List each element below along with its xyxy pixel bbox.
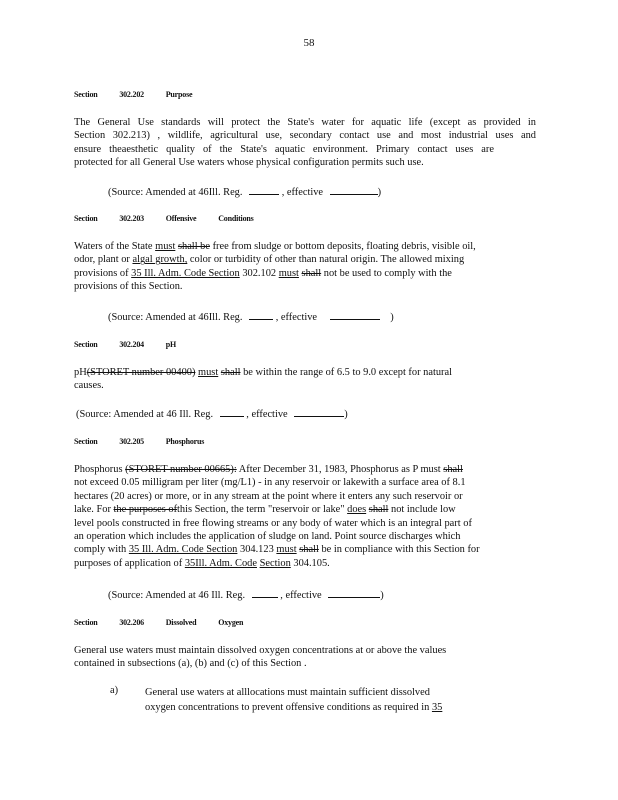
section-number: 302.205 [119, 437, 144, 446]
text-line: ensure theaesthetic quality of the State's aquatic environment. Primary contact uses are [74, 143, 494, 155]
text-line: purposes of application of 35Ill. Adm. Code Section 304.105. [74, 557, 330, 569]
text-line: level pools constructed in free flowing streams or any body of water which is an integral part of [74, 517, 472, 529]
section-title: Oxygen [218, 618, 244, 627]
section-302-206-body [74, 644, 536, 671]
source-note-302-203: (Source: Amended at 46Ill. Reg. , effective ) [108, 312, 394, 323]
text-line: pH(STORET number 00400) must shall be within the range of 6.5 to 9.0 except for natural [74, 367, 452, 378]
section-302-204-body [74, 366, 536, 393]
subsection-a-body [145, 685, 442, 715]
section-302-203-body [74, 240, 536, 294]
text-line: an operation which includes the application of sludge on land. Point source discharges which [74, 531, 461, 543]
section-label: Section [74, 340, 98, 349]
text-line: provisions of this Section. [74, 281, 183, 293]
section-heading-302-202 [74, 90, 192, 99]
text-line: odor, plant or algal growth, color or turbidity of other than natural origin. The allowed mixing [74, 254, 465, 266]
section-title: Purpose [165, 90, 193, 99]
section-302-205-body [74, 463, 536, 570]
text-line: hectares (20 acres) or more, or in any stream at the point where it enters any such reservoir or [74, 490, 463, 502]
section-number: 302.204 [119, 340, 144, 349]
section-number: 302.203 [119, 214, 144, 223]
blank-line [249, 310, 273, 320]
section-302-202-body [74, 116, 536, 170]
page-number: 58 [303, 37, 315, 49]
source-note-302-205: (Source: Amended at 46 Ill. Reg. , effective ) [108, 590, 384, 601]
source-note-302-204: (Source: Amended at 46 Ill. Reg. , effective ) [76, 409, 348, 420]
section-number: 302.206 [119, 618, 144, 627]
text-line: General use waters must maintain dissolved oxygen concentrations at or above the values [74, 645, 447, 656]
text-line: oxygen concentrations to prevent offensive conditions as required in 35 [145, 702, 443, 713]
section-heading-302-203 [74, 214, 254, 223]
section-heading-302-205 [74, 437, 204, 446]
text-line: lake. For the purposes ofthis Section, the term "reservoir or lake" does shall not include low [74, 504, 456, 516]
section-title: pH [165, 340, 177, 349]
text-line: protected for all General Use waters whose physical configuration permits such use. [74, 157, 424, 169]
text-line: contained in subsections (a), (b) and (c) of this Section . [74, 658, 307, 670]
text-line: comply with 35 Ill. Adm. Code Section 304.123 must shall be in compliance with this Section for [74, 544, 480, 556]
blank-line [330, 185, 378, 195]
section-title: Offensive [165, 214, 197, 223]
section-label: Section [74, 618, 98, 627]
blank-line [330, 310, 380, 320]
section-title: Dissolved [165, 618, 197, 627]
text-line: Waters of the State must shall be free from sludge or bottom deposits, floating debris, visible oil, [74, 241, 476, 252]
source-note-302-202: (Source: Amended at 46Ill. Reg. , effective ) [108, 187, 382, 198]
list-item-label: a) [110, 685, 119, 696]
section-label: Section [74, 90, 98, 99]
section-heading-302-204 [74, 340, 176, 349]
blank-line [328, 588, 380, 598]
section-label: Section [74, 214, 98, 223]
section-label: Section [74, 437, 98, 446]
text-line: Section 302.213) , wildlife, agricultural use, secondary contact use and most industrial uses and [74, 130, 536, 142]
text-line: The General Use standards will protect the State's water for aquatic life (except as provided in [74, 117, 536, 128]
section-title: Conditions [218, 214, 254, 223]
text-line: General use waters at alllocations must maintain sufficient dissolved [145, 687, 430, 698]
blank-line [220, 407, 244, 417]
text-line: causes. [74, 380, 104, 392]
blank-line [294, 407, 344, 417]
section-title: Phosphorus [165, 437, 205, 446]
text-line: not exceed 0.05 milligram per liter (mg/L1) - in any reservoir or lakewith a surface area of 8.1 [74, 477, 466, 489]
text-line: Phosphorus (STORET number 00665): After December 31, 1983, Phosphorus as P must shall [74, 464, 463, 475]
blank-line [252, 588, 278, 598]
section-number: 302.202 [119, 90, 144, 99]
blank-line [249, 185, 279, 195]
section-heading-302-206 [74, 618, 243, 627]
text-line: provisions of 35 Ill. Adm. Code Section 302.102 must shall not be used to comply with the [74, 267, 452, 279]
